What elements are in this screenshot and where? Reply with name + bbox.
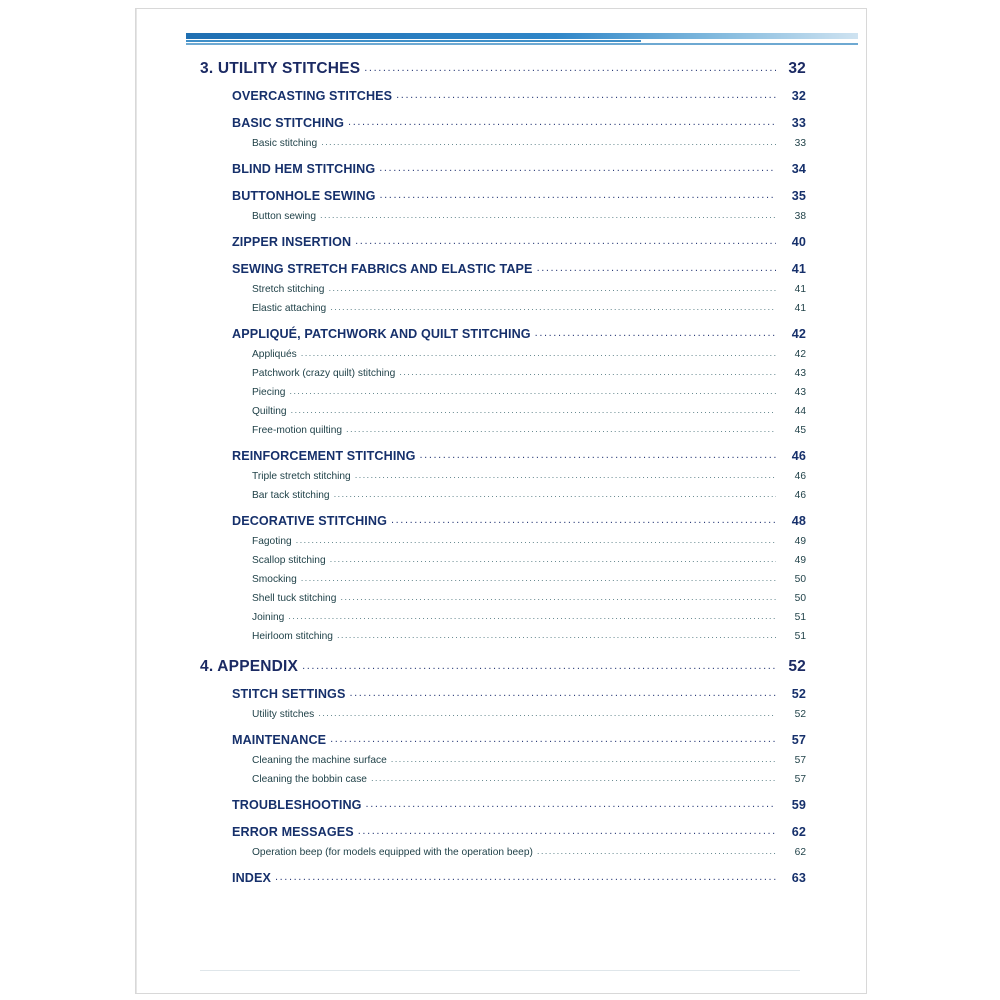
toc-entry-page-number: 50	[794, 574, 806, 585]
toc-leader-dots	[330, 297, 776, 315]
toc-entry-page-number: 57	[791, 733, 806, 747]
toc-entry-label: SEWING STRETCH FABRICS AND ELASTIC TAPE	[232, 262, 533, 276]
toc-entry-sub[interactable]	[186, 842, 806, 860]
toc-entry-section[interactable]	[186, 447, 806, 465]
toc-entry-sub[interactable]	[186, 485, 806, 503]
toc-entry-page-number: 43	[794, 368, 806, 379]
toc-entry-page-number: 41	[794, 303, 806, 314]
toc-entry-label: APPLIQUÉ, PATCHWORK AND QUILT STITCHING	[232, 327, 531, 341]
toc-entry-page-number: 38	[794, 211, 806, 222]
toc-entry-label: Free-motion quilting	[252, 425, 343, 436]
toc-leader-dots	[340, 587, 776, 605]
toc-entry-label: INDEX	[232, 871, 271, 885]
toc-leader-dots	[358, 821, 776, 839]
toc-entry-section[interactable]	[186, 796, 806, 814]
toc-entry-page-number: 33	[791, 116, 806, 130]
toc-entry-label: Basic stitching	[252, 138, 318, 149]
toc-entry-chapter[interactable]	[186, 658, 806, 676]
toc-leader-dots	[318, 703, 776, 721]
toc-leader-dots	[399, 362, 776, 380]
toc-leader-dots	[330, 729, 776, 747]
toc-leader-dots	[328, 278, 776, 296]
toc-leader-dots	[275, 867, 776, 885]
toc-leader-dots	[289, 381, 776, 399]
toc-entry-page-number: 59	[791, 798, 806, 812]
toc-entry-page-number: 34	[791, 162, 806, 176]
toc-leader-dots	[535, 323, 776, 341]
toc-entry-page-number: 40	[791, 235, 806, 249]
toc-leader-dots	[380, 185, 777, 203]
toc-leader-dots	[334, 484, 776, 502]
toc-entry-page-number: 57	[794, 774, 806, 785]
table-of-contents	[186, 58, 806, 887]
toc-leader-dots	[301, 343, 776, 361]
toc-entry-label: OVERCASTING STITCHES	[232, 89, 393, 103]
toc-entry-sub[interactable]	[186, 531, 806, 549]
toc-entry-label: Utility stitches	[252, 709, 315, 720]
toc-entry-section[interactable]	[186, 512, 806, 530]
toc-entry-page-number: 57	[794, 755, 806, 766]
toc-entry-label: Heirloom stitching	[252, 631, 333, 642]
toc-entry-sub[interactable]	[186, 279, 806, 297]
toc-leader-dots	[396, 85, 776, 103]
toc-entry-label: Smocking	[252, 574, 297, 585]
toc-leader-dots	[288, 606, 776, 624]
toc-entry-sub[interactable]	[186, 704, 806, 722]
toc-entry-label: TROUBLESHOOTING	[232, 798, 362, 812]
toc-leader-dots	[355, 465, 776, 483]
toc-entry-label: DECORATIVE STITCHING	[232, 514, 387, 528]
toc-leader-dots	[537, 258, 776, 276]
footer-rule	[200, 970, 800, 971]
toc-entry-label: BASIC STITCHING	[232, 116, 345, 130]
toc-entry-page-number: 63	[791, 871, 806, 885]
toc-chapter-gap	[186, 644, 806, 656]
toc-entry-label: Quilting	[252, 406, 287, 417]
toc-entry-page-number: 41	[791, 262, 806, 276]
toc-entry-label: Appliqués	[252, 349, 297, 360]
toc-entry-page-number: 50	[794, 593, 806, 604]
toc-entry-label: Bar tack stitching	[252, 490, 330, 501]
toc-entry-sub[interactable]	[186, 750, 806, 768]
toc-entry-section[interactable]	[186, 160, 806, 178]
toc-entry-page-number: 32	[788, 60, 806, 77]
toc-entry-page-number: 46	[794, 471, 806, 482]
toc-entry-sub[interactable]	[186, 363, 806, 381]
toc-entry-label: ERROR MESSAGES	[232, 825, 354, 839]
toc-entry-sub[interactable]	[186, 550, 806, 568]
toc-entry-section[interactable]	[186, 823, 806, 841]
toc-entry-sub[interactable]	[186, 607, 806, 625]
toc-entry-page-number: 62	[791, 825, 806, 839]
toc-entry-sub[interactable]	[186, 382, 806, 400]
header-decorative-bars	[186, 33, 858, 47]
toc-leader-dots	[320, 205, 776, 223]
toc-entry-page-number: 42	[794, 349, 806, 360]
toc-entry-label: Operation beep (for models equipped with the operation beep)	[252, 847, 533, 858]
toc-leader-dots	[291, 400, 776, 418]
toc-leader-dots	[420, 445, 776, 463]
toc-entry-page-number: 35	[791, 189, 806, 203]
toc-entry-label: STITCH SETTINGS	[232, 687, 346, 701]
toc-entry-label: MAINTENANCE	[232, 733, 327, 747]
toc-entry-page-number: 62	[794, 847, 806, 858]
toc-leader-dots	[371, 768, 776, 786]
toc-entry-page-number: 32	[791, 89, 806, 103]
toc-entry-section[interactable]	[186, 325, 806, 343]
toc-entry-section[interactable]	[186, 114, 806, 132]
toc-entry-label: Piecing	[252, 387, 286, 398]
toc-entry-page-number: 49	[794, 555, 806, 566]
toc-entry-label: Shell tuck stitching	[252, 593, 337, 604]
toc-leader-dots	[348, 112, 776, 130]
toc-entry-page-number: 45	[794, 425, 806, 436]
toc-entry-sub[interactable]	[186, 133, 806, 151]
toc-entry-sub[interactable]	[186, 626, 806, 644]
toc-leader-dots	[364, 58, 776, 76]
header-bar-secondary	[186, 40, 641, 42]
toc-entry-page-number: 46	[794, 490, 806, 501]
toc-entry-page-number: 41	[794, 284, 806, 295]
toc-entry-label: REINFORCEMENT STITCHING	[232, 449, 416, 463]
toc-entry-label: Scallop stitching	[252, 555, 326, 566]
toc-leader-dots	[391, 749, 776, 767]
toc-entry-label: Fagoting	[252, 536, 292, 547]
header-bar-tertiary	[186, 43, 858, 45]
toc-entry-section[interactable]	[186, 869, 806, 887]
toc-entry-section[interactable]	[186, 187, 806, 205]
toc-entry-label: Triple stretch stitching	[252, 471, 351, 482]
toc-entry-label: Button sewing	[252, 211, 316, 222]
toc-leader-dots	[321, 132, 776, 150]
toc-entry-section[interactable]	[186, 685, 806, 703]
toc-entry-sub[interactable]	[186, 298, 806, 316]
toc-entry-page-number: 43	[794, 387, 806, 398]
toc-entry-sub[interactable]	[186, 420, 806, 438]
toc-leader-dots	[537, 841, 776, 859]
toc-leader-dots	[379, 158, 776, 176]
toc-leader-dots	[355, 231, 776, 249]
toc-entry-page-number: 51	[794, 631, 806, 642]
toc-entry-label: ZIPPER INSERTION	[232, 235, 352, 249]
toc-entry-page-number: 44	[794, 406, 806, 417]
toc-entry-label: Patchwork (crazy quilt) stitching	[252, 368, 396, 379]
toc-leader-dots	[337, 625, 776, 643]
toc-entry-page-number: 52	[794, 709, 806, 720]
toc-entry-label: Cleaning the machine surface	[252, 755, 387, 766]
toc-entry-label: 3. UTILITY STITCHES	[200, 60, 361, 77]
toc-entry-section[interactable]	[186, 260, 806, 278]
toc-leader-dots	[366, 794, 776, 812]
toc-entry-page-number: 48	[791, 514, 806, 528]
toc-entry-sub[interactable]	[186, 466, 806, 484]
toc-entry-page-number: 42	[791, 327, 806, 341]
toc-entry-section[interactable]	[186, 233, 806, 251]
toc-entry-section[interactable]	[186, 731, 806, 749]
toc-entry-label: BUTTONHOLE SEWING	[232, 189, 376, 203]
toc-entry-sub[interactable]	[186, 344, 806, 362]
toc-entry-label: 4. APPENDIX	[200, 658, 299, 675]
toc-entry-label: BLIND HEM STITCHING	[232, 162, 376, 176]
toc-entry-sub[interactable]	[186, 569, 806, 587]
header-bar-primary	[186, 33, 858, 39]
toc-entry-sub[interactable]	[186, 588, 806, 606]
toc-entry-sub[interactable]	[186, 769, 806, 787]
toc-entry-chapter[interactable]	[186, 60, 806, 78]
toc-leader-dots	[330, 549, 776, 567]
toc-leader-dots	[346, 419, 776, 437]
toc-entry-section[interactable]	[186, 87, 806, 105]
toc-leader-dots	[296, 530, 776, 548]
toc-entry-page-number: 46	[791, 449, 806, 463]
toc-entry-label: Stretch stitching	[252, 284, 325, 295]
toc-entry-page-number: 33	[794, 138, 806, 149]
toc-entry-label: Cleaning the bobbin case	[252, 774, 367, 785]
toc-entry-label: Elastic attaching	[252, 303, 327, 314]
toc-entry-page-number: 49	[794, 536, 806, 547]
toc-leader-dots	[301, 568, 776, 586]
toc-entry-page-number: 51	[794, 612, 806, 623]
toc-entry-sub[interactable]	[186, 206, 806, 224]
toc-leader-dots	[391, 510, 776, 528]
toc-leader-dots	[349, 683, 776, 701]
toc-entry-sub[interactable]	[186, 401, 806, 419]
toc-entry-page-number: 52	[788, 658, 806, 675]
toc-entry-label: Joining	[252, 612, 285, 623]
toc-entry-page-number: 52	[791, 687, 806, 701]
toc-leader-dots	[302, 656, 776, 674]
